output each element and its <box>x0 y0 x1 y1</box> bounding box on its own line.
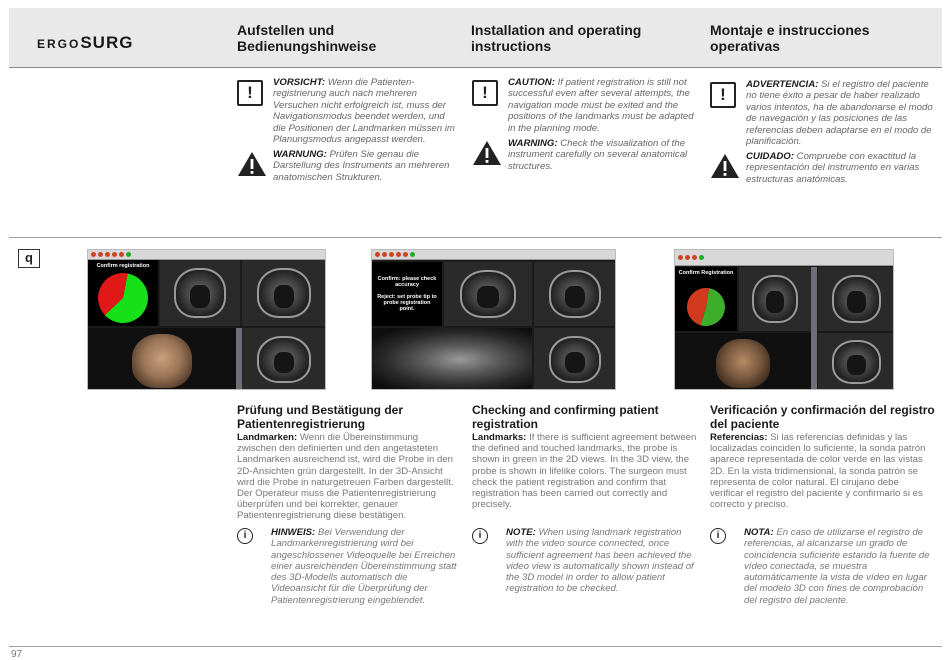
ct-axial-view <box>818 333 894 390</box>
header-title-es: Montaje e instrucciones operativas <box>710 22 870 54</box>
page-number: 97 <box>11 649 23 660</box>
confirm-accuracy-label: Confirm: please check accuracy <box>377 276 437 288</box>
caution-icon: ! <box>710 82 736 108</box>
ct-axial-view <box>534 328 616 390</box>
ct-axial-view <box>242 328 326 390</box>
caution-icon: ! <box>237 80 263 106</box>
info-icon: i <box>237 528 253 544</box>
warning-de: WARNUNG: Prüfen Sie genau die Darstellung des Instruments an mehreren anatomischen Strukturen. <box>237 149 459 183</box>
caution-icon: ! <box>472 80 498 106</box>
info-icon: i <box>472 528 488 544</box>
side-toolbar <box>811 267 817 389</box>
footer-divider <box>9 646 942 647</box>
registration-pie-chart <box>686 287 726 327</box>
toolbar <box>675 250 893 266</box>
step-marker: q <box>18 249 40 268</box>
ct-sagittal-view <box>739 267 811 331</box>
toolbar <box>88 250 325 260</box>
warning-en: WARNING: Check the visualization of the instrument carefully on several anatomical structures. <box>472 138 698 172</box>
registration-panel <box>675 267 737 331</box>
body-text-es: Referencias: Si las referencias definidas y las localizadas coinciden lo suficiente, la sonda patrón aparece representada de color verde en las vistas 2D. En la vista tridimensional, la sonda patrón se representa de color natural. El cirujano debe verificar el registro del paciente y confirmarlo si es correcto y preciso. <box>710 432 926 511</box>
section-divider <box>9 237 942 238</box>
note-de: i HINWEIS: Bei Verwendung der Landmarkenregistrierung wird bei angeschlossener Videoquelle bei Erreichen einer ausreichenden Übereinstimmung statt des 3D-Modells automatisch die Videoansicht für die Überprüfung der Patientenregistrierung eingeblendet. <box>237 527 459 606</box>
registration-label: Confirm registration <box>96 263 150 269</box>
registration-pie-chart <box>97 272 149 324</box>
section-title-de: Prüfung und Bestätigung der Patientenregistrierung <box>237 403 403 431</box>
registration-panel <box>88 260 158 326</box>
info-icon: i <box>710 528 726 544</box>
registration-label: Confirm Registration <box>678 270 734 276</box>
section-title-es: Verificación y confirmación del registro del paciente <box>710 403 935 431</box>
confirm-panel <box>372 262 442 326</box>
header-title-de: Aufstellen und Bedienungshinweise <box>237 22 377 54</box>
page-header <box>9 8 942 68</box>
body-text-en: Landmarks: If there is sufficient agreement between the defined and touched landmarks, the probe is shown in green in the 2D views. In the 3D view, the probe is shown in lifelike colors. The surgeon must check the patient registration and confirm that registration has been carried out correctly and precisely. <box>472 432 697 511</box>
caution-es: ! ADVERTENCIA: Si el registro del paciente no tiene éxito a pesar de haber realizado varios intentos, ha de abandonarse el modo de navegación y las posiciones de las referencias deben adaptarse en el modo de planificación. <box>710 79 936 147</box>
warning-triangle-icon <box>472 140 502 166</box>
ct-sagittal-view <box>444 262 532 326</box>
header-title-en: Installation and operating instructions <box>471 22 642 54</box>
screenshot-en <box>371 249 616 390</box>
ct-coronal-view <box>818 267 894 331</box>
section-title-en: Checking and confirming patient registration <box>472 403 659 431</box>
reject-label: Reject: set probe tip to probe registration point. <box>377 294 437 312</box>
3d-face-view <box>88 328 236 390</box>
warning-es: CUIDADO: Compruebe con exactitud la representación del instrumento en varias estructuras anatómicas. <box>710 151 936 185</box>
brand-logo: ERGOSURG <box>37 33 134 52</box>
screenshot-es <box>674 249 894 390</box>
ct-sagittal-view <box>160 260 240 326</box>
endoscope-video-view <box>675 333 811 390</box>
caution-de: ! VORSICHT: Wenn die Patienten-registrierung auch nach mehreren Versuchen nicht erfolgreich ist, muss der Navigationsmodus beendet werden, und die Positionen der Landmarken müssen im Planungsmodus angepasst werden. <box>237 77 459 145</box>
screenshot-de <box>87 249 326 390</box>
ct-coronal-view <box>534 262 616 326</box>
ct-coronal-view <box>242 260 326 326</box>
endoscope-video-view <box>372 328 532 390</box>
warning-triangle-icon <box>710 153 740 179</box>
body-text-de: Landmarken: Wenn die Übereinstimmung zwischen den definierten und den angetasteten Landmarken ausreichend ist, wird die Probe in den 2D-Ansichten grün dargestellt. In der 3D-Ansicht wird die Probe in naturgetreuen Farben dargestellt. Der Operateur muss die Patientenregistrierung überprüfen und bei korrekter, genauer Patientenregistrierung diese bestätigen. <box>237 432 454 522</box>
toolbar <box>372 250 615 260</box>
warning-triangle-icon <box>237 151 267 177</box>
note-es: i NOTA: En caso de utilizarse el registro de referencias, al alcanzarse un grado de coincidencia suficiente estando la fuente de vídeo conectada, se muestra automáticamente la vista de vídeo en lugar del modelo 3D con fines de comprobación del registro del paciente. <box>710 527 936 606</box>
caution-en: ! CAUTION: If patient registration is still not successful even after several attempts, the navigation mode must be exited and the positions of the landmarks must be adapted in the planning mode. <box>472 77 698 134</box>
note-en: i NOTE: When using landmark registration with the video source connected, once sufficient agreement has been achieved the video view is automatically shown instead of the 3D model in order to allow patient registration to be checked. <box>472 527 698 595</box>
